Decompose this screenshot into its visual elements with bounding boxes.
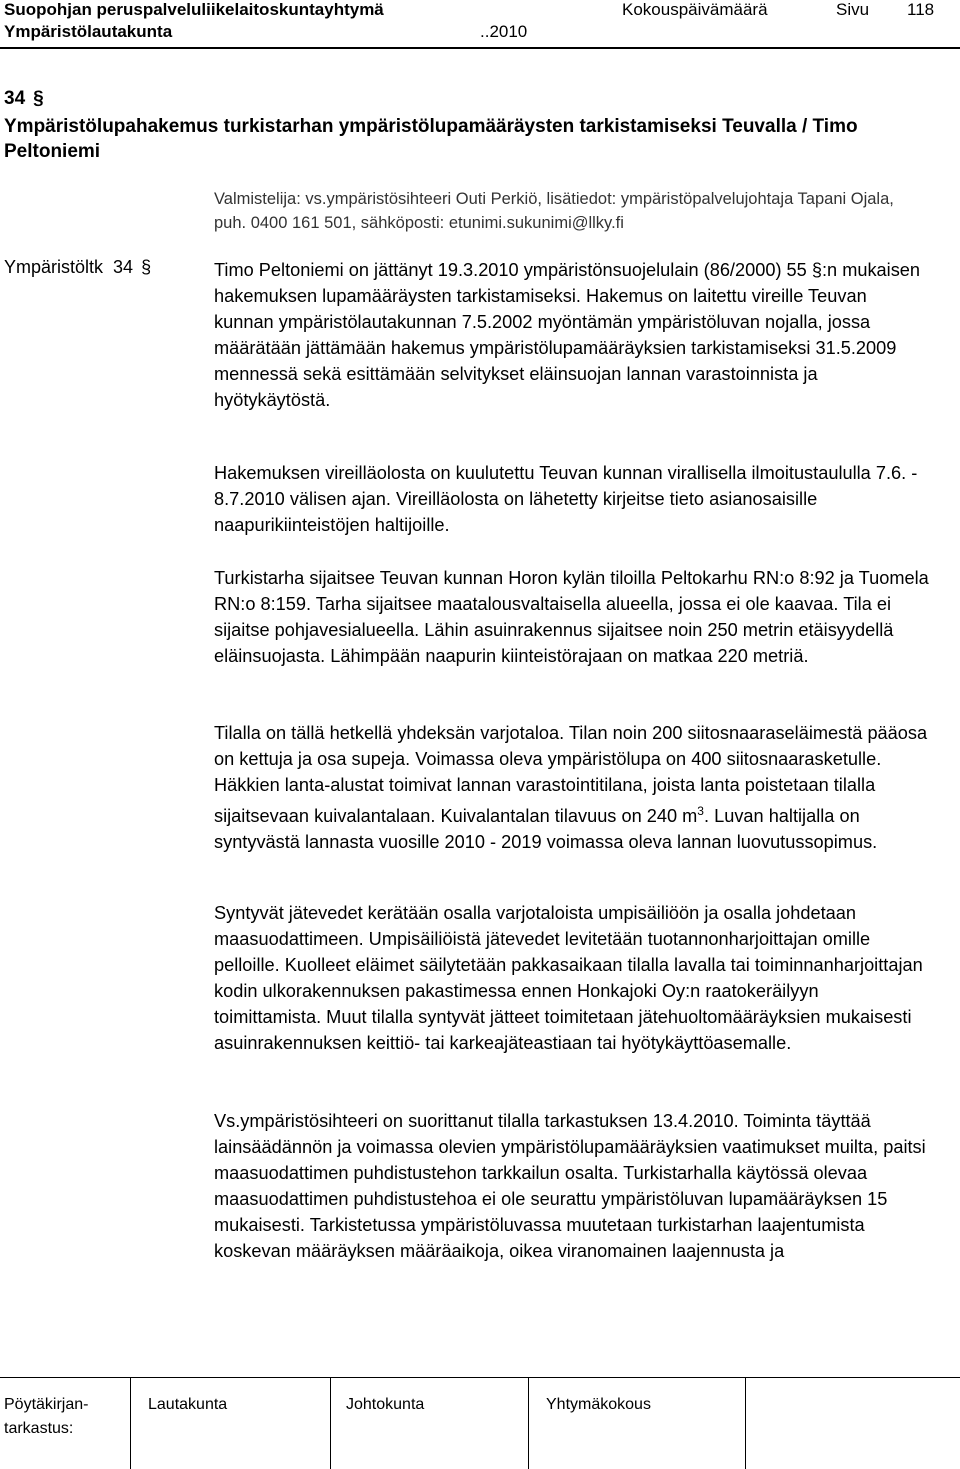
paragraph-4-rest: . Luvan haltijalla on syntyvästä lannasta vuosille 2010 - 2019 voimassa oleva lannan luovutussopimus. [214,806,878,853]
section-title: Ympäristölupahakemus turkistarhan ympäristölupamääräysten tarkistamiseksi Teuvalla / Timo Peltoniemi [4,116,858,162]
section-number-value: 34 [4,88,26,109]
footer-executive: Johtokunta [346,1396,425,1413]
section-sign: § [33,88,44,109]
cubic-superscript: 3 [697,804,704,818]
footer-separator [330,1378,331,1469]
header-divider [0,47,960,49]
reference-number: 34 [113,257,134,277]
footer-separator [130,1378,131,1469]
paragraph-1 [214,257,930,413]
paragraph-1-sign: § [811,260,822,280]
footer-board: Lautakunta [148,1396,228,1413]
paragraph-1-start: Timo Peltoniemi on jättänyt 19.3.2010 ympäristönsuojelulain (86/2000) 55 [214,260,812,280]
paragraph-6: Vs.ympäristösihteeri on suorittanut tilalla tarkastuksen 13.4.2010. Toiminta täyttää lainsäädännön ja voimassa olevien ympäristölupamääräyksien vaatimukset muilta, paitsi maasuodattimen puhdistustehon tarkkailun osalta. Turkistarhalla käytössä olevaa maasuodattimen puhdistustehoa ei ole seurattu ympäristöluvan lupamääräyksen 15 mukaisesti. Tarkistetussa ympäristöluvassa muutetaan turkistarhan laajentumista koskevan määräyksen määräaikoja, oikea viranomainen laajennusta ja [214,1111,926,1261]
reference-sign: § [141,257,152,277]
paragraph-1-rest: :n mukaisen hakemuksen lupamääräysten tarkistamiseksi. Hakemus on laitettu vireille Teuvan kunnan ympäristölautakunnan 7.5.2002 myöntämän ympäristöluvan nojalla, jossa määrätään jättämään hakemus ympäristölupamääräyksien tarkistamiseksi 31.5.2009 mennessä sekä esittämään selvitykset eläinsuojan lannan varastoinnista ja hyötykäytöstä. [214,260,921,410]
footer-divider [0,1377,960,1378]
footer-separator [745,1378,746,1469]
page-number: 118 [907,0,935,19]
paragraph-3: Turkistarha sijaitsee Teuvan kunnan Horon kylän tiloilla Peltokarhu RN:o 8:92 ja Tuomela RN:o 8:159. Tarha sijaitsee maatalousvaltaisella alueella, jossa ei ole kaavaa. Tila ei sijaitse pohjavesialueella. Lähin asuinrakennus sijaitsee noin 250 metrin etäisyydellä eläinsuojasta. Lähimpään naapurin kiinteistörajaan on matkaa 220 metriä. [214,568,929,666]
footer-separator [528,1378,529,1469]
footer-review-label [4,1393,88,1441]
page-label: Sivu [836,0,870,19]
footer-review-line1: Pöytäkirjan- [4,1396,89,1413]
reference-board: Ympäristöltk [4,257,104,277]
org-name: Suopohjan peruspalveluliikelaitoskuntayhtymä [4,0,384,19]
date-label: Kokouspäivämäärä [622,0,768,19]
date-value: ..2010 [480,22,528,41]
footer-review-line2: tarkastus: [4,1420,74,1437]
paragraph-4 [214,720,930,855]
preparer-info: Valmistelija: vs.ympäristösihteeri Outi Perkiö, lisätiedot: ympäristöpalvelujohtaja Tapani Ojala, puh. 0400 161 501, sähköposti: etunimi.sukunimi@llky.fi [214,190,894,232]
paragraph-2: Hakemuksen vireilläolosta on kuulutettu Teuvan kunnan virallisella ilmoitustaululla 7.6. - 8.7.2010 välisen ajan. Vireilläolosta on lähetetty kirjeitse tieto asianosaisille naapurikiinteistöjen haltijoille. [214,463,918,535]
board-name: Ympäristölautakunta [4,22,173,41]
paragraph-5: Syntyvät jätevedet kerätään osalla varjotaloista umpisäiliöön ja osalla johdetaan maasuodattimeen. Umpisäiliöistä jätevedet levitetään tuotannonharjoittajan omille pelloille. Kuolleet eläimet säilytetään pakkasaikaan tilalla lavalla tai toiminnanharjoittajan kodin ulkorakennuksen pakastimessa ennen Honkajoki Oy:n raatokeräilyyn toimittamista. Muut tilalla syntyvät jätteet toimitetaan jätehuoltomääräyksien mukaisesti asuinrakennuksen keittiö- tai karkeajäteastiaan tai hyötykäyttöasemalle. [214,903,923,1053]
section-number [4,88,44,110]
footer-assembly: Yhtymäkokous [546,1396,651,1413]
reference-label [4,257,151,278]
paragraph-4-start: Tilalla on tällä hetkellä yhdeksän varjotaloa. Tilan noin 200 siitosnaaraseläimestä pääosa on kettuja ja osa supeja. Voimassa oleva ympäristölupa on 400 siitosnaarasketulle. Häkkien lanta-alustat toimivat lannan varastointitilana, joista lanta poistetaan tilalla sijaitsevaan kuivalantalaan. Kuivalantalan tilavuus on 240 m [214,723,928,827]
